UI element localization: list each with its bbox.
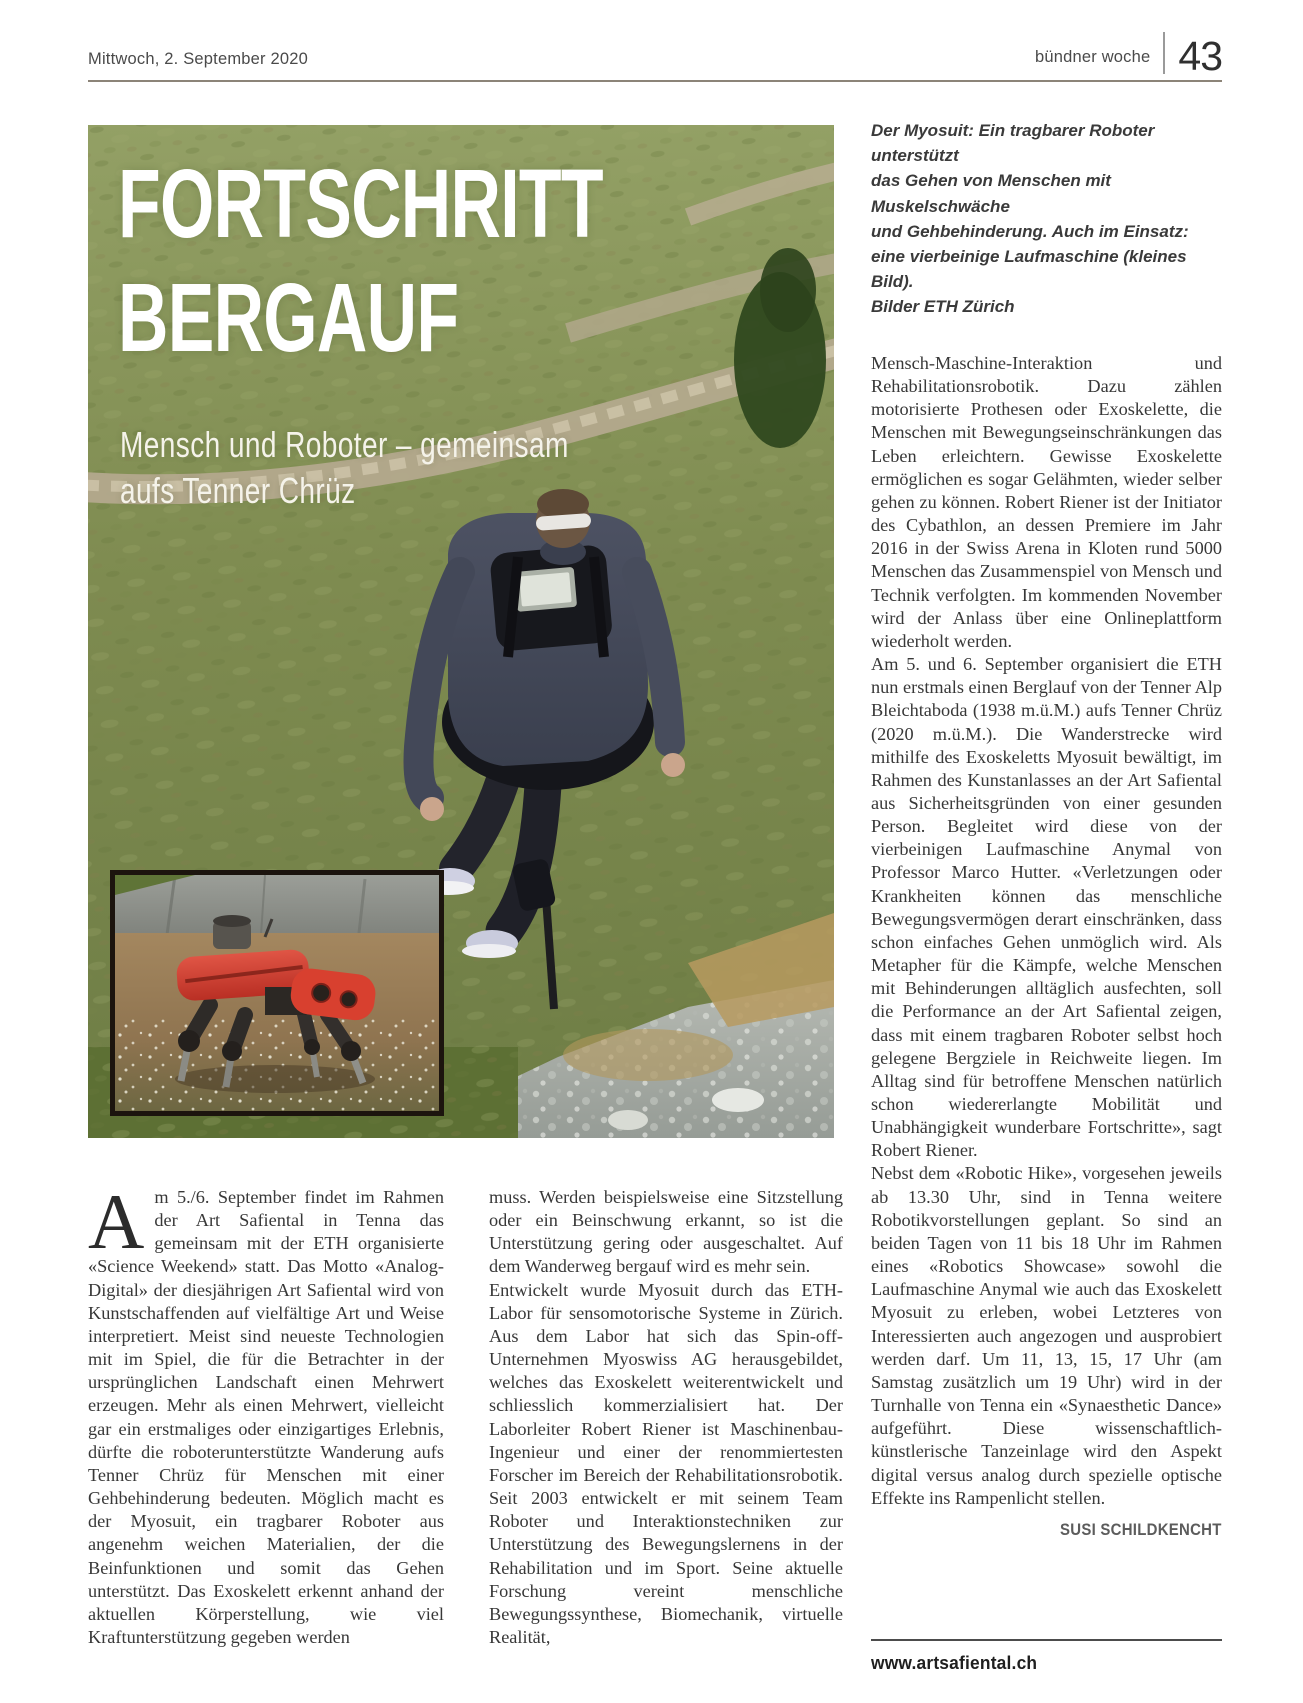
author-byline: SUSI SCHILDKENCHT: [1060, 1519, 1222, 1539]
article-subtitle: [120, 422, 569, 514]
paragraph: Am 5. und 6. September organisiert die ETH nun erstmals einen Berglauf von der Tenner Alp Bleichtaboda (1938 m.ü.M.) aufs Tenner Chrüz (2020 m.ü.M.). Die Wanderstrecke wird mithilfe des Exoskeletts Myosuit bewältigt, im Rahmen des Kunstanlasses an der Art Safiental aus Sicherheitsgründen von einer gesunden Person. Begleitet wird diese von der vierbeinigen Laufmaschine Anymal von Professor Marco Hutter. «Verletzungen oder Krankheiten können das menschliche Bewegungsvermögen derart einschränken, dass schon einfaches Gehen unmöglich wird. Als Metapher für die Kämpfe, welche Menschen mit Behinderungen alltäglich ausfechten, soll die Performance an der Art Safiental zeigen, dass mit einem tragbaren Roboter selbst hoch gelegene Bergziele in Reichweite liegen. Im Alltag sind für betroffene Menschen natürlich schon wiedererlangte Mobilität und Unabhängigkeit wunderbare Fortschritte», sagt Robert Riener.: [871, 654, 1222, 1161]
article-headline: [118, 147, 603, 375]
masthead-right: [1034, 32, 1222, 79]
article-column-middle: [489, 1186, 843, 1649]
headline-line2: BERGAUF: [118, 263, 459, 372]
inset-photo-illustration: [115, 875, 439, 1111]
paragraph: muss. Werden beispielsweise eine Sitzstellung oder ein Beinschwung erkannt, so ist die Unterstützung gering oder ausgeschaltet. Auf dem Wanderweg bergauf wird es mehr sein.: [489, 1187, 843, 1277]
photo-caption: [871, 118, 1223, 320]
subtitle-line1: Mensch und Roboter – gemeinsam: [120, 424, 569, 465]
author-row: [871, 1518, 1222, 1541]
masthead-divider: [1163, 32, 1165, 74]
caption-line: und Gehbehinderung. Auch im Einsatz:: [871, 221, 1189, 241]
paragraph: Entwickelt wurde Myosuit durch das ETH-Labor für sensomotorische Systeme in Zürich. Aus dem Labor hat sich das Spin-off-Unternehmen Myoswiss AG herausgebildet, welches das Exoskelett weiterentwickelt und schliesslich kommerzialisiert hat. Der Laborleiter Robert Riener ist Maschinenbau-Ingenieur und einer der renommiertesten Forscher im Bereich der Rehabilitationsrobotik. Seit 2003 entwickelt er mit seinem Team Roboter und Interaktionstechniken zur Unterstützung des Bewegungslernens in der Rehabilitation und im Sport. Seine aktuelle Forschung vereint menschliche Bewegungssynthese, Biomechanik, virtuelle Realität,: [489, 1279, 843, 1647]
article-column-right: [871, 352, 1222, 1541]
publication-name: bündner woche: [1034, 48, 1151, 66]
website-url: www.artsafiental.ch: [871, 1652, 1038, 1673]
paragraph: [88, 1178, 444, 1649]
masthead-rule: [88, 80, 1222, 82]
headline-line1: FORTSCHRITT: [118, 149, 603, 258]
paragraph-text: m 5./6. September findet im Rahmen der Art Safiental in Tenna das gemeinsam mit der ETH organisierte «Science Weekend» statt. Das Motto «Analog-Digital» der diesjährigen Art Safiental wird von Kunstschaffenden auf vielfältige Art und Weise interpretiert. Meist sind neueste Technologien mit im Spiel, die für die Betrachter in der ursprünglichen Landschaft einen Mehrwert erzeugen. Mehr als einen Mehrwert, vielleicht gar ein erstmaliges oder einzigartiges Erlebnis, dürfte die roboterunterstützte Wanderung aufs Tenner Chrüz für Menschen mit einer Gehbehinderung bedeuten. Möglich macht es der Myosuit, ein tragbarer Roboter aus angenehm weichen Materialien, der die Beinfunktionen und somit das Gehen unterstützt. Das Exoskelett erkennt anhand der aktuellen Körperstellung, wie viel Kraftunterstützung gegeben werden: [88, 1187, 444, 1647]
issue-date: Mittwoch, 2. September 2020: [88, 50, 309, 68]
article-column-left: [88, 1178, 444, 1649]
footer-rule: [871, 1639, 1222, 1641]
caption-line: Bilder ETH Zürich: [871, 297, 1015, 317]
main-photo: [88, 125, 834, 1138]
drop-cap: A: [88, 1178, 145, 1265]
subtitle-line2: aufs Tenner Chrüz: [120, 470, 356, 511]
paragraph: Nebst dem «Robotic Hike», vorgesehen jeweils ab 13.30 Uhr, sind in Tenna weitere Robotikvorstellungen geplant. So sind an beiden Tagen von 11 bis 18 Uhr im Rahmen eines «Robotics Showcase» sowohl die Laufmaschine Anymal wie auch das Exoskelett Myosuit zu erleben, wobei Letzteres von Interessierten auch angezogen und ausprobiert werden darf. Um 11, 13, 15, 17 Uhr (am Samstag zusätzlich um 19 Uhr) wird in der Turnhalle von Tenna ein «Synaesthetic Dance» aufgeführt. Diese wissenschaftlich-künstlerische Tanzeinlage wird den Aspekt digital versus analog durch spezielle optische Effekte ins Rampenlicht stellen.: [871, 1163, 1222, 1508]
inset-photo: [110, 870, 444, 1116]
page-number: 43: [1178, 32, 1222, 79]
caption-line: das Gehen von Menschen mit Muskelschwäche: [871, 171, 1111, 216]
paragraph: Mensch-Maschine-Interaktion und Rehabilitationsrobotik. Dazu zählen motorisierte Prothesen oder Exoskelette, die Menschen mit Bewegungseinschränkungen das Leben erleichtern. Gewisse Exoskelette ermöglichen es sogar Gelähmten, wieder selber gehen zu können. Robert Riener ist der Initiator des Cybathlon, an dessen Premiere im Jahr 2016 in der Swiss Arena in Kloten rund 5000 Menschen das Zusammenspiel von Mensch und Technik verfolgten. Im kommenden November wird der Anlass über eine Onlineplattform wiederholt werden.: [871, 353, 1222, 651]
caption-line: Der Myosuit: Ein tragbarer Roboter unterstützt: [871, 121, 1155, 166]
caption-line: eine vierbeinige Laufmaschine (kleines Bild).: [871, 247, 1187, 292]
